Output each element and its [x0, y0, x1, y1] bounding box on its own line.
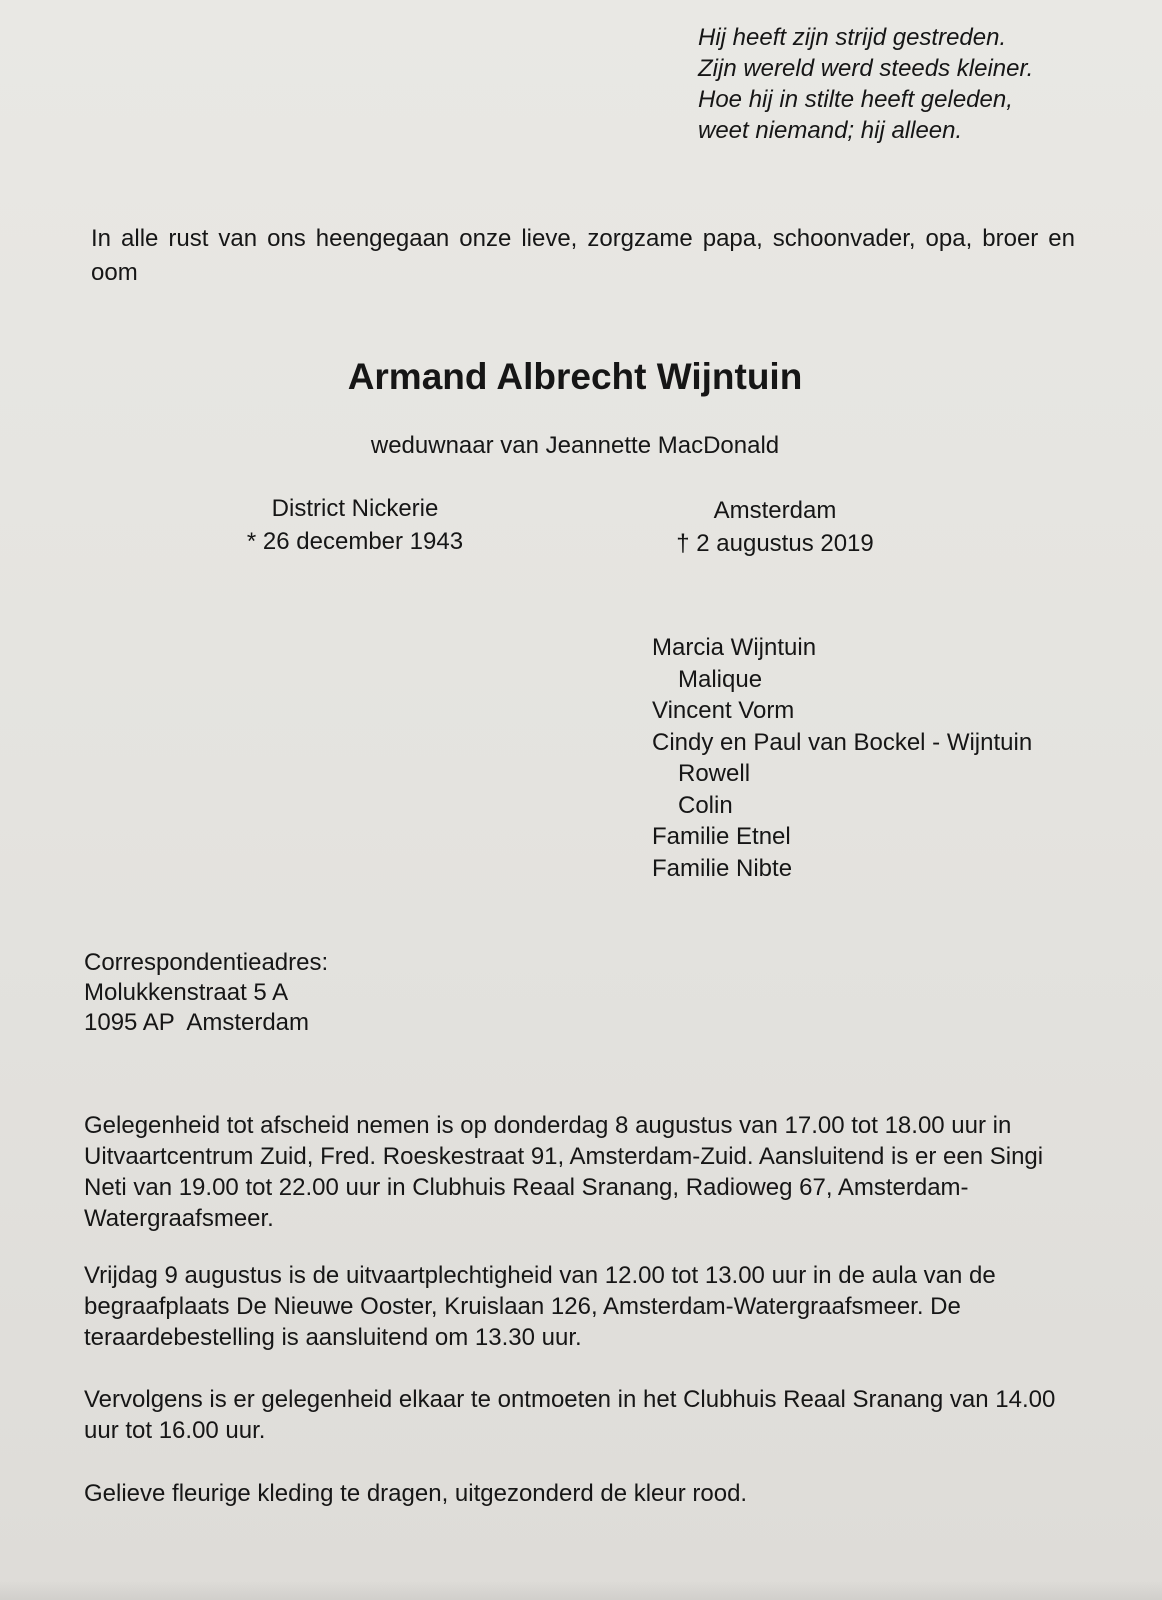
widower-line: weduwnaar van Jeannette MacDonald	[370, 432, 780, 459]
dress-code-paragraph: Gelieve fleurige kleding te dragen, uitgezonderd de kleur rood.	[84, 1480, 748, 1507]
birth-place: District Nickerie	[271, 495, 439, 522]
death-info	[640, 494, 910, 560]
address-label: Correspondentieadres:	[84, 949, 329, 976]
family-member: Marcia Wijntuin	[652, 634, 817, 661]
family-member: Familie Nibte	[652, 854, 793, 882]
poem	[698, 22, 1033, 146]
death-place: Amsterdam	[713, 497, 837, 524]
poem-line: weet niemand; hij alleen.	[698, 117, 963, 144]
gathering-paragraph: Vervolgens is er gelegenheid elkaar te ontmoeten in het Clubhuis Reaal Sranang van 14.00 uur tot 16.00 uur.	[84, 1386, 1056, 1444]
correspondence-address	[84, 948, 328, 1038]
family-member: Colin	[678, 791, 733, 819]
poem-line: Hij heeft zijn strijd gestreden.	[698, 24, 1007, 51]
deceased-name: Armand Albrecht Wijntuin	[347, 356, 803, 397]
poem-line: Hoe hij in stilte heeft geleden,	[698, 86, 1013, 113]
birth-info	[220, 492, 490, 558]
family-member: Vincent Vorm	[652, 697, 795, 724]
death-date: † 2 augustus 2019	[676, 530, 874, 557]
funeral-paragraph: Vrijdag 9 augustus is de uitvaartplechtigheid van 12.00 tot 13.00 uur in de aula van de begraafplaats De Nieuwe Ooster, Kruislaan 126, Amsterdam-Watergraafsmeer. De teraardebestelling is aansluitend om 13.30 uur.	[84, 1262, 996, 1351]
address-city: 1095 AP Amsterdam	[84, 1009, 310, 1036]
family-member: Cindy en Paul van Bockel - Wijntuin	[652, 728, 1033, 756]
farewell-paragraph: Gelegenheid tot afscheid nemen is op donderdag 8 augustus van 17.00 tot 18.00 uur in Uitvaartcentrum Zuid, Fred. Roeskestraat 91, Amsterdam-Zuid. Aansluitend is er een Singi Neti van 19.00 tot 22.00 uur in Clubhuis Reaal Sranang, Radioweg 67, Amsterdam-Watergraafsmeer.	[84, 1112, 1044, 1232]
address-street: Molukkenstraat 5 A	[84, 979, 289, 1006]
family-member: Rowell	[678, 760, 751, 787]
birth-date: * 26 december 1943	[246, 528, 464, 555]
family-list	[652, 632, 1032, 884]
family-member: Familie Etnel	[652, 823, 791, 850]
intro-text: In alle rust van ons heengegaan onze lieve, zorgzame papa, schoonvader, opa, broer en oom	[91, 225, 1075, 286]
poem-line: Zijn wereld werd steeds kleiner.	[698, 55, 1034, 82]
page-edge-shadow	[0, 1580, 1162, 1600]
family-member: Malique	[678, 665, 763, 693]
